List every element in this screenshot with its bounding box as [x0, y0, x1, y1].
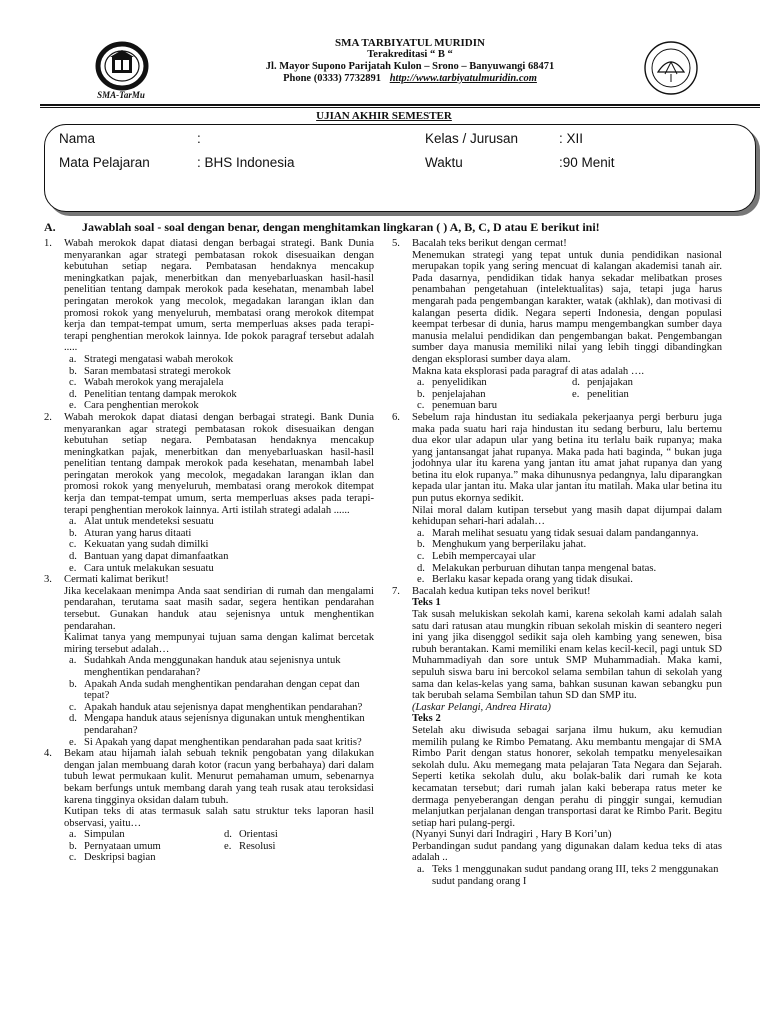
- option-d[interactable]: d. Melakukan perburuan dihutan tanpa mengenal batas.: [417, 562, 657, 574]
- section-label: A.: [44, 220, 56, 234]
- option-a[interactable]: a. Strategi mengatasi wabah merokok: [69, 353, 234, 365]
- option-e[interactable]: e. Si Apakah yang dapat menghentikan pendarahan pada saat kritis?: [69, 736, 362, 748]
- question-intro: Bacalah kedua kutipan teks novel berikut!: [412, 585, 591, 597]
- teks-1-passage: Tak susah melukiskan sekolah kami, karena sekolah kami adalah salah satu dari ratusan atau mungkin ribuan sekolah miskin di seantero negeri ini yang jika disenggol sedikit saja oleh kambing yang senewen, bisa rubuh berantakan. Kami memiliki enam kelas kecil-kecil, pagi untuk SD Muhammadiyah dan sore untuk SMP Muhammadiah. Maka kami, sepuluh siswa baru ini bercokol selama sembilan tahun di sekolah yang sama dan kelas-kelas yang sama, bahkan susunan kawan sebangku pun tak berubah selama Sembilan tahun SD dan SMP itu.: [412, 609, 722, 702]
- question-number: 7.: [392, 585, 400, 597]
- question-number: 5.: [392, 238, 400, 249]
- teks-2-heading: Teks 2: [412, 713, 441, 725]
- question-number: 6.: [392, 411, 400, 423]
- nama-label: Nama: [59, 131, 96, 146]
- contact-line: [200, 73, 620, 85]
- question-intro: Cermati kalimat berikut!: [64, 574, 169, 586]
- option-b[interactable]: b. Aturan yang harus ditaati: [69, 527, 192, 539]
- question-text: Nilai moral dalam kutipan tersebut yang masih dapat dijumpai dalam kehidupan sehari-hari adalah…: [412, 504, 722, 528]
- logo-caption: SMA-TarMu: [97, 90, 145, 100]
- question-passage: Sebelum raja hindustan itu sediakala pekerjaanya pergi berburu juga maka pada suatu hari raja hindustan itu sedang berburu, lalu bertemu dua ekor ular adapun ular yang betina itu terlalu baik rupanya; maka yang jantansangat jahat rupanya. Maka pada hati baginda, “ bukan juga jodohnya ular itu karena yang jantan itu amat jahat rupanya dan yang betina itu elok rupanya.” maka dihunusnya pedangnya, lalu diparangkan kepada ular jantan itu. Maka ular jantan itu matilah. Maka ular betina itu pun putus ekornya sedikit.: [412, 411, 722, 505]
- question-text: Perbandingan sudut pandang yang digunakan dalam kedua teks di atas adalah ..: [412, 840, 722, 864]
- answer-options: [64, 655, 374, 748]
- school-identity: [200, 37, 620, 85]
- question-number: 4.: [44, 748, 52, 760]
- question-intro: Bacalah teks berikut dengan cermat!: [412, 238, 567, 249]
- option-e[interactable]: e. Berlaku kasar kepada orang yang tidak disukai.: [417, 574, 633, 586]
- question-text: Wabah merokok dapat diatasi dengan berbagai strategi. Bank Dunia menyarankan agar strategi pembatasan rokok disesuaikan dengan kebutuhan setiap negara. Pembatasan hendaknya mencakup meningkatkan pajak, menerbitkan dan menyebarluaskan hasil-hasil penelitian tentang dampak merokok pada kesehatan, menambah label peringatan merokok yang mecolok, megadakan larangan iklan dan promosi rokok yang menyeluruh, membatasi orang merokok ditempat kerja dan tempat-tempat umum, serta memperluas akses pada terapi-terapi penghentian merokok lainnya. Arti istilah strategi adalah ......: [64, 411, 374, 516]
- option-a[interactable]: a. Marah melihat sesuatu yang tidak sesuai dalam pandangannya.: [417, 527, 699, 539]
- question-text: Wabah merokok dapat diatasi dengan berbagai strategi. Bank Dunia menyarankan agar strategi pembatasan rokok disesuaikan dengan kebutuhan setiap negara. Pembatasan hendaknya mencakup meningkatkan pajak, menerbitkan dan menyebarluaskan hasil-hasil penelitian tentang dampak merokok pada kesehatan, menambah label peringatan merokok yang mecolok, megadakan larangan iklan dan promosi rokok yang menyeluruh, membatasi orang merokok ditempat kerja dan tempat-tempat umum, serta memperluas akses pada terapi-terapi penghentian merokok lainnya. Ide pokok paragraf tersebut adalah .....: [64, 238, 374, 354]
- option-b[interactable]: b. penjelajahan: [417, 388, 486, 400]
- option-e[interactable]: e. penelitian: [572, 388, 629, 400]
- mapel-value: : BHS Indonesia: [197, 155, 295, 170]
- question-7: [392, 586, 722, 887]
- question-text: Kalimat tanya yang mempunyai tujuan sama dengan kalimat bercetak miring tersebut adalah…: [64, 632, 374, 655]
- option-d[interactable]: d. Bantuan yang dapat dimanfaatkan: [69, 551, 229, 563]
- option-e[interactable]: e. Cara untuk melakukan sesuatu: [69, 562, 214, 574]
- header-divider: [40, 104, 760, 106]
- option-c[interactable]: c. Deskripsi bagian: [69, 852, 156, 864]
- question-text: Makna kata eksplorasi pada paragraf di atas adalah ….: [412, 365, 645, 377]
- tut-wuri-handayani-icon: [636, 38, 706, 98]
- option-a[interactable]: a. Alat untuk mendeteksi sesuatu: [69, 516, 214, 528]
- option-b[interactable]: b. Pernyataan umum: [69, 840, 161, 852]
- question-4: [44, 748, 374, 864]
- question-6: [392, 412, 722, 586]
- answer-options: [64, 354, 374, 412]
- student-info-box: [44, 124, 756, 212]
- question-5: [392, 238, 722, 412]
- nama-colon: :: [197, 131, 201, 146]
- option-a[interactable]: a. Teks 1 menggunakan sudut pandang orang III, teks 2 menggunakan sudut pandang orang I: [417, 864, 719, 887]
- phone: Phone (0333) 7732891: [283, 73, 382, 84]
- option-d[interactable]: d. penjajakan: [572, 377, 633, 389]
- option-b[interactable]: b. Saran membatasi strategi merokok: [69, 365, 231, 377]
- question-passage: Bekam atau hijamah ialah sebuah teknik pengobatan yang dilakukan dengan jalan membuang darah kotor (racun yang berbahaya) dari dalam tubuh lewat permukaan kulit. Menurut pemahaman umum, sebenarnya bekam berfungs untuk membang darah yang teah rusak atau teroksidasi karena tingginya oksidan dalam tubuh.: [64, 748, 374, 806]
- answer-options: [412, 377, 722, 412]
- option-e[interactable]: e. Cara penghentian merokok: [69, 400, 199, 412]
- school-address: Jl. Mayor Supono Parijatah Kulon – Srono – Banyuwangi 68471: [265, 61, 555, 72]
- question-1: [44, 238, 374, 412]
- waktu-value: :90 Menit: [559, 155, 615, 170]
- right-column: [392, 238, 722, 887]
- question-text: Kutipan teks di atas termasuk salah satu struktur teks laporan hasil observasi, yaitu…: [64, 806, 374, 829]
- kelas-value: : XII: [559, 131, 584, 146]
- option-d[interactable]: d. Penelitian tentang dampak merokok: [69, 388, 237, 400]
- teks-2-passage: Setelah aku diwisuda sebagai sarjana ilmu hukum, aku kemudian memilih pulang ke Rimbo Pematang. Aku membantu mengajar di SMA Rimbo Parit dengan status honorer, sekolah tempatku menyelesaikan sekolah dulu. Aku memegang mata pelajaran Tata Negara dan Sejarah. Seperti ketika sekolah dulu, aku bolak-balik dari rumah ke kota kecamatan tersebut; dari rumah jalan kaki beberapa ratus meter ke dermaga penyeberangan dengan perahu di pinggir sungai, kemudian melanjutkan perjalanan dengan transportasi darat ke Rimbo Parit. Begitu setiap hari pulang-pergi.: [412, 724, 722, 829]
- question-passage: Jika kecelakaan menimpa Anda saat sendirian di rumah dan mengalami pendarahan, terutama saat masih sadar, segera hentikan pendarahan tersebut. Gunakan handuk atau sejenisnya untuk menghentikan pendarahan.: [64, 585, 374, 632]
- answer-options: [412, 864, 722, 887]
- kelas-label: Kelas / Jurusan: [425, 131, 519, 146]
- mapel-label: Mata Pelajaran: [59, 155, 150, 170]
- option-c[interactable]: c. Lebih mempercayai ular: [417, 551, 536, 563]
- option-b[interactable]: b. Apakah Anda sudah menghentikan pendarahan dengan cepat dan tepat?: [69, 678, 360, 702]
- question-number: 1.: [44, 238, 52, 249]
- option-c[interactable]: c. Wabah merokok yang merajalela: [69, 377, 224, 389]
- letterhead: [0, 0, 768, 108]
- answer-options: [412, 528, 722, 586]
- teks-1-heading: Teks 1: [412, 597, 441, 609]
- question-number: 3.: [44, 574, 52, 586]
- option-a[interactable]: a. Sudahkah Anda menggunakan handuk atau sejenisnya untuk menghentikan pendarahan?: [69, 655, 341, 678]
- option-e[interactable]: e. Resolusi: [224, 840, 276, 852]
- teks-1-source: (Laskar Pelangi, Andrea Hirata): [412, 701, 551, 713]
- school-name: SMA TARBIYATUL MURIDIN: [335, 37, 485, 49]
- option-a[interactable]: a. penyelidikan: [417, 377, 487, 389]
- option-c[interactable]: c. penemuan baru: [417, 400, 498, 412]
- answer-options: [64, 516, 374, 574]
- question-passage: Menemukan strategi yang tepat untuk dunia pendidikan nasional merupakan topik yang sering mencuat di kalangan akademisi tanah air. Pada dasarnya, pendidikan tidak hanya sekadar melibatkan proses penambahan pengetahuan (intelektualitas) saja, tetapi juga harus mengarah pada pengembangan karakter, watak (akhlak), dan motivasi di kalangan peserta didik. Negara seperti Indonesia, dengan populasi keempat terbesar di dunia, harus mampu mengembangkan sumber daya manusia melalui pendidikan dan pengembangan bakat. Pengembangan sumber daya manusia memiliki nilai yang lebih tinggi dibandingkan dengan eksplorasi sumber daya alam.: [412, 249, 722, 365]
- section-instruction: Jawablah soal - soal dengan benar, dengan menghitamkan lingkaran ( ) A, B, C, D atau E berikut ini!: [82, 220, 600, 234]
- question-3: [44, 574, 374, 748]
- accreditation: Terakreditasi “ B “: [367, 49, 453, 60]
- teks-2-source: (Nyanyi Sunyi dari Indragiri , Hary B Kori’un): [412, 829, 612, 841]
- option-d[interactable]: d. Orientasi: [224, 829, 278, 841]
- left-column: [44, 238, 374, 864]
- exam-title: UJIAN AKHIR SEMESTER: [316, 110, 452, 122]
- header-divider-thin: [40, 107, 760, 108]
- option-a[interactable]: a. Simpulan: [69, 829, 125, 841]
- question-2: [44, 412, 374, 574]
- option-b[interactable]: b. Menghukum yang berperilaku jahat.: [417, 539, 587, 551]
- website-link[interactable]: http://www.tarbiyatulmuridin.com: [389, 73, 537, 84]
- option-c[interactable]: c. Apakah handuk atau sejenisnya dapat menghentikan pendarahan?: [69, 701, 363, 713]
- question-number: 2.: [44, 411, 52, 423]
- option-c[interactable]: c. Kekuatan yang sudah dimilki: [69, 539, 209, 551]
- answer-options: [64, 829, 374, 864]
- waktu-label: Waktu: [425, 155, 463, 170]
- option-d[interactable]: d. Mengapa handuk ataus sejenisnya digunakan untuk menghentikan pendarahan?: [69, 713, 365, 736]
